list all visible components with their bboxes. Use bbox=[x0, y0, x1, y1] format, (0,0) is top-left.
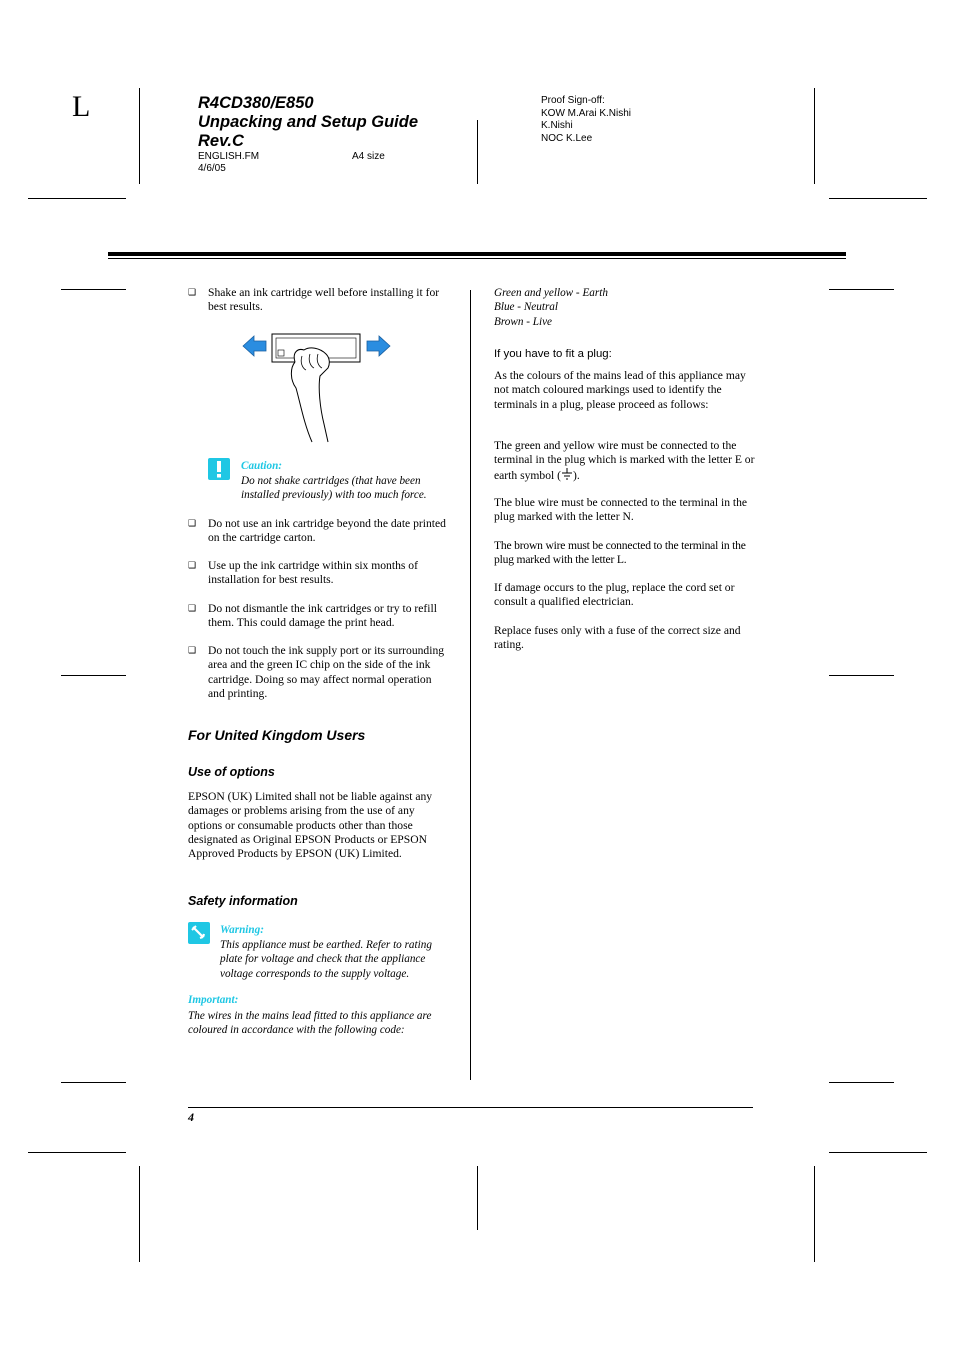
options-paragraph: EPSON (UK) Limited shall not be liable against any damages or problems arising from the use of any options or consumable products other than those designated as Original EPSON Products or EPSON Approved Products by EPSON (UK) Limited. bbox=[188, 790, 433, 861]
plug-paragraph: The blue wire must be connected to the terminal in the plug marked with the letter N. bbox=[494, 496, 748, 524]
crop-mark bbox=[829, 198, 927, 199]
side-mark bbox=[61, 1082, 126, 1083]
side-mark bbox=[829, 675, 894, 676]
shake-cartridge-illustration bbox=[240, 328, 395, 446]
shake-arrow-icon bbox=[243, 336, 266, 356]
page-number: 4 bbox=[188, 1110, 194, 1124]
checkbox-bullet-icon: ❑ bbox=[188, 561, 197, 571]
caution-icon bbox=[208, 458, 230, 480]
bullet-text: Do not use an ink cartridge beyond the date printed on the cartridge carton. bbox=[208, 517, 446, 545]
para-text: The green and yellow wire must be connected to the terminal in the plug which is marked with the letter E or earth symbol ( bbox=[494, 439, 755, 482]
bullet-text: Do not dismantle the ink cartridges or try to refill them. This could damage the print head. bbox=[208, 602, 437, 630]
wire-code: Green and yellow - Earth bbox=[494, 287, 608, 299]
wire-code-list bbox=[494, 286, 608, 329]
document-date: 4/6/05 bbox=[198, 163, 226, 174]
file-name: ENGLISH.FM bbox=[198, 151, 260, 162]
caution-text: Do not shake cartridges (that have been installed previously) with too much force. bbox=[241, 475, 427, 502]
proof-line-2: KOW M.Arai K.Nishi bbox=[541, 107, 632, 119]
warning-icon bbox=[188, 922, 210, 944]
earth-symbol-icon bbox=[561, 468, 573, 480]
paper-size: A4 size bbox=[352, 151, 385, 162]
important-text: The wires in the mains lead fitted to this appliance are coloured in accordance with the following code: bbox=[188, 1010, 432, 1037]
proof-line-1: Proof Sign-off: bbox=[541, 95, 605, 106]
plug-paragraph: Replace fuses only with a fuse of the correct size and rating. bbox=[494, 624, 741, 652]
checkbox-bullet-icon: ❑ bbox=[188, 519, 197, 529]
title-line-3: Rev.C bbox=[198, 132, 244, 150]
bullet-text: Use up the ink cartridge within six months of installation for best results. bbox=[208, 559, 418, 587]
proof-line-4: NOC K.Lee bbox=[541, 132, 593, 144]
section-heading-uk: For United Kingdom Users bbox=[188, 727, 366, 743]
title-line-1: R4CD380/E850 bbox=[198, 94, 314, 112]
para-text: ). bbox=[572, 468, 580, 482]
proof-signoff bbox=[541, 95, 631, 145]
crop-mark bbox=[814, 88, 815, 184]
checkbox-bullet-icon: ❑ bbox=[188, 288, 197, 298]
bullet-item bbox=[188, 644, 450, 701]
footer-rule bbox=[188, 1107, 753, 1108]
title-line-2: Unpacking and Setup Guide bbox=[198, 113, 419, 131]
wire-code: Brown - Live bbox=[494, 315, 553, 328]
document-title bbox=[198, 94, 468, 151]
bullet-text: Do not touch the ink supply port or its surrounding area and the green IC chip on the side of the ink cartridge. Doing so may affect normal operation and printing. bbox=[208, 644, 445, 700]
header-rule-thin bbox=[108, 258, 846, 259]
crop-mark bbox=[814, 1166, 815, 1262]
bullet-item bbox=[188, 559, 448, 588]
subheading-safety: Safety information bbox=[188, 894, 298, 908]
side-mark bbox=[61, 289, 126, 290]
proof-line-3: K.Nishi bbox=[541, 120, 573, 131]
checkbox-bullet-icon: ❑ bbox=[188, 604, 197, 614]
plug-paragraph bbox=[494, 439, 756, 483]
plug-paragraph: If damage occurs to the plug, replace the cord set or consult a qualified electrician. bbox=[494, 581, 735, 609]
side-mark bbox=[829, 1082, 894, 1083]
side-mark bbox=[61, 675, 126, 676]
crop-mark bbox=[477, 120, 478, 184]
bullet-item bbox=[188, 517, 448, 546]
crop-mark bbox=[829, 1152, 927, 1153]
subheading-options: Use of options bbox=[188, 765, 275, 779]
column-divider bbox=[470, 290, 471, 1080]
bullet-text: Shake an ink cartridge well before installing it for best results. bbox=[208, 286, 440, 314]
warning-label: Warning: bbox=[220, 924, 264, 936]
crop-mark bbox=[28, 198, 126, 199]
bullet-shake bbox=[188, 286, 448, 315]
wire-code: Blue - Neutral bbox=[494, 301, 559, 314]
important-label: Important: bbox=[188, 994, 239, 1006]
checkbox-bullet-icon: ❑ bbox=[188, 646, 197, 656]
shake-arrow-icon bbox=[367, 336, 390, 356]
crop-mark bbox=[139, 1166, 140, 1262]
crop-mark bbox=[477, 1166, 478, 1230]
warning-text: This appliance must be earthed. Refer to rating plate for voltage and check that the appliance voltage corresponds to the supply voltage. bbox=[220, 939, 432, 980]
header-rule bbox=[108, 252, 846, 256]
plug-paragraph: The brown wire must be connected to the terminal in the plug marked with the letter L. bbox=[494, 539, 746, 567]
caution-label: Caution: bbox=[241, 460, 283, 472]
bullet-item bbox=[188, 602, 450, 631]
side-mark bbox=[829, 289, 894, 290]
plug-paragraph: As the colours of the mains lead of this appliance may not match coloured markings used to identify the terminals in a plug, please proceed as follows: bbox=[494, 369, 746, 411]
crop-mark bbox=[139, 88, 140, 184]
plug-heading: If you have to fit a plug: bbox=[494, 348, 612, 360]
corner-letter: L bbox=[72, 90, 91, 123]
crop-mark bbox=[28, 1152, 126, 1153]
